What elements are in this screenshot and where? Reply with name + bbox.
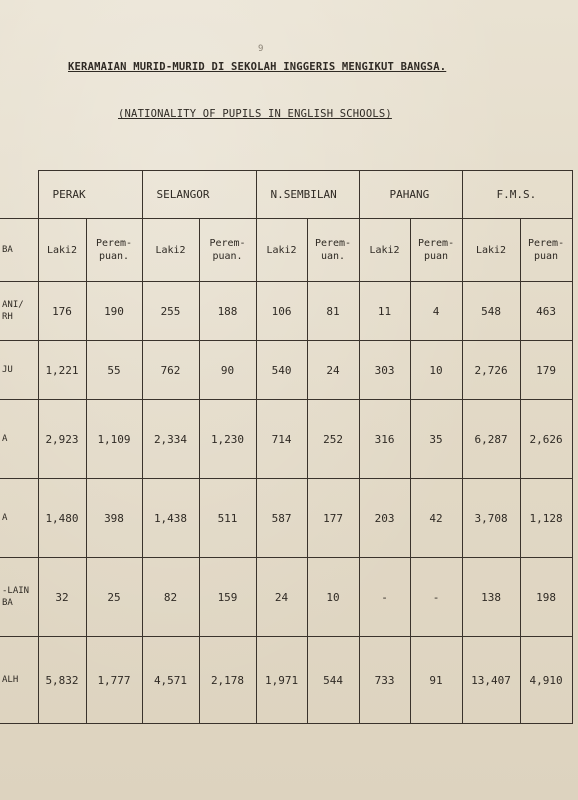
table-cell: 4 xyxy=(410,282,462,341)
table-cell: 81 xyxy=(307,282,359,341)
table-cell: - xyxy=(410,558,462,637)
table-cell: 4,571 xyxy=(142,637,199,724)
table-cell: 2,334 xyxy=(142,400,199,479)
sub-header: Laki2 xyxy=(142,219,199,282)
table-cell: 1,777 xyxy=(86,637,142,724)
document-title: KERAMAIAN MURID-MURID DI SEKOLAH INGGERIS MENGIKUT BANGSA. xyxy=(68,61,447,73)
table-cell: 176 xyxy=(38,282,86,341)
table-cell: 32 xyxy=(38,558,86,637)
table-cell: 1,438 xyxy=(142,479,199,558)
table-cell: 540 xyxy=(256,341,307,400)
table-row xyxy=(0,479,572,558)
row-label: -LAIN BA xyxy=(0,558,38,637)
table-cell: 1,128 xyxy=(520,479,572,558)
table-row-total xyxy=(0,637,572,724)
table-cell: 1,109 xyxy=(86,400,142,479)
table-cell: 303 xyxy=(359,341,410,400)
table-cell: 159 xyxy=(199,558,256,637)
table-cell: 463 xyxy=(520,282,572,341)
table-cell: 24 xyxy=(256,558,307,637)
table-cell: 11 xyxy=(359,282,410,341)
table-cell: 1,971 xyxy=(256,637,307,724)
table-cell: 511 xyxy=(199,479,256,558)
table-cell: 255 xyxy=(142,282,199,341)
sub-header: Perem-uan. xyxy=(307,219,359,282)
table-cell: 2,923 xyxy=(38,400,86,479)
table-cell: 252 xyxy=(307,400,359,479)
table-cell: 5,832 xyxy=(38,637,86,724)
bangsa-header: BA xyxy=(0,219,38,282)
state-header-row xyxy=(0,171,572,219)
row-label: ALH xyxy=(0,637,38,724)
table-cell: 90 xyxy=(199,341,256,400)
table-cell: 1,221 xyxy=(38,341,86,400)
table-cell: 4,910 xyxy=(520,637,572,724)
table-cell: 548 xyxy=(462,282,520,341)
table-cell: 25 xyxy=(86,558,142,637)
table-row xyxy=(0,558,572,637)
table-cell: 24 xyxy=(307,341,359,400)
sub-header: Perem-puan xyxy=(520,219,572,282)
table-cell: 10 xyxy=(410,341,462,400)
table-cell: 714 xyxy=(256,400,307,479)
row-label: ANI/ RH xyxy=(0,282,38,341)
table-row xyxy=(0,282,572,341)
sub-header: Perem-puan xyxy=(410,219,462,282)
header-pahang: PAHANG xyxy=(359,171,462,219)
table-cell: 762 xyxy=(142,341,199,400)
table-cell: 198 xyxy=(520,558,572,637)
row-label: JU xyxy=(0,341,38,400)
gender-header-row xyxy=(0,219,572,282)
document-subtitle: (NATIONALITY OF PUPILS IN ENGLISH SCHOOLS) xyxy=(118,108,392,120)
table-row xyxy=(0,400,572,479)
table-cell: 138 xyxy=(462,558,520,637)
sub-header: Laki2 xyxy=(359,219,410,282)
table-cell: 55 xyxy=(86,341,142,400)
table-cell: 190 xyxy=(86,282,142,341)
sub-header: Laki2 xyxy=(462,219,520,282)
page-number: 9 xyxy=(258,44,264,54)
table-cell: 42 xyxy=(410,479,462,558)
table-cell: 177 xyxy=(307,479,359,558)
nationality-table xyxy=(0,170,573,724)
table-cell: 3,708 xyxy=(462,479,520,558)
table-cell: 733 xyxy=(359,637,410,724)
table-cell: 587 xyxy=(256,479,307,558)
sub-header: Laki2 xyxy=(256,219,307,282)
table-cell: - xyxy=(359,558,410,637)
header-selangor: SELANGOR xyxy=(142,171,256,219)
table-cell: 35 xyxy=(410,400,462,479)
sub-header: Perem-puan. xyxy=(86,219,142,282)
sub-header: Perem-puan. xyxy=(199,219,256,282)
row-label: A xyxy=(0,400,38,479)
table-cell: 203 xyxy=(359,479,410,558)
sub-header: Laki2 xyxy=(38,219,86,282)
table-cell: 91 xyxy=(410,637,462,724)
table-cell: 179 xyxy=(520,341,572,400)
table-cell: 544 xyxy=(307,637,359,724)
row-label: A xyxy=(0,479,38,558)
table-cell: 13,407 xyxy=(462,637,520,724)
table-cell: 2,178 xyxy=(199,637,256,724)
table-cell: 1,480 xyxy=(38,479,86,558)
header-fms: F.M.S. xyxy=(462,171,572,219)
table-cell: 106 xyxy=(256,282,307,341)
table-cell: 1,230 xyxy=(199,400,256,479)
header-n-sembilan: N.SEMBILAN xyxy=(256,171,359,219)
header-perak: PERAK xyxy=(38,171,142,219)
table-cell: 316 xyxy=(359,400,410,479)
corner-cell xyxy=(0,171,38,219)
table-cell: 2,626 xyxy=(520,400,572,479)
table-row xyxy=(0,341,572,400)
table-cell: 82 xyxy=(142,558,199,637)
table-cell: 10 xyxy=(307,558,359,637)
table-cell: 398 xyxy=(86,479,142,558)
table-cell: 2,726 xyxy=(462,341,520,400)
table-cell: 6,287 xyxy=(462,400,520,479)
table-cell: 188 xyxy=(199,282,256,341)
